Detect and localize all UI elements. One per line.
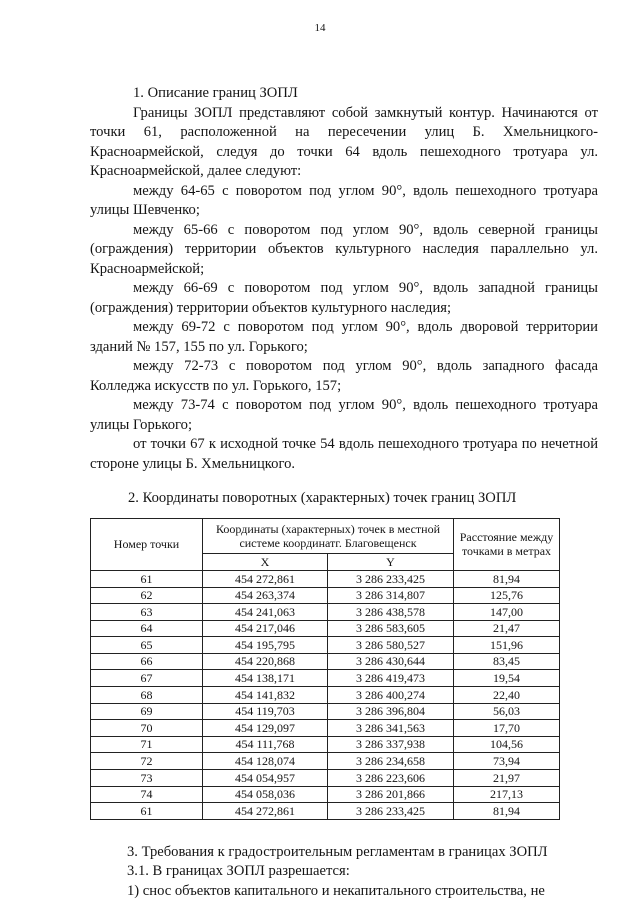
cell-y: 3 286 396,804	[328, 703, 454, 720]
boundary-paragraph: между 72-73 с поворотом под углом 90°, вдоль западного фасада Колледжа искусств по ул. Горького, 157;	[90, 358, 598, 394]
cell-point: 62	[91, 587, 203, 604]
cell-x: 454 263,374	[203, 587, 328, 604]
section-3-heading: 3. Требования к градостроительным регламентам в границах ЗОПЛ	[127, 843, 548, 860]
table-row	[91, 670, 560, 687]
cell-y: 3 286 337,938	[328, 736, 454, 753]
section-3-item-1: 1) снос объектов капитального и некапитального строительства, не	[127, 882, 545, 899]
cell-x: 454 111,768	[203, 736, 328, 753]
table-row	[91, 604, 560, 621]
cell-point: 63	[91, 604, 203, 621]
section-1-heading: 1. Описание границ ЗОПЛ	[133, 85, 298, 101]
cell-distance: 217,13	[454, 786, 560, 803]
cell-y: 3 286 419,473	[328, 670, 454, 687]
cell-y: 3 286 233,425	[328, 570, 454, 587]
cell-distance: 83,45	[454, 653, 560, 670]
page-number: 14	[314, 22, 326, 34]
table-row	[91, 720, 560, 737]
cell-point: 66	[91, 653, 203, 670]
cell-point: 69	[91, 703, 203, 720]
cell-point: 68	[91, 687, 203, 704]
header-y: Y	[328, 554, 454, 571]
boundary-paragraph: от точки 67 к исходной точке 54 вдоль пешеходного тротуара по нечетной стороне улицы Б. Хмельницкого.	[90, 436, 598, 472]
cell-distance: 81,94	[454, 570, 560, 587]
cell-point: 67	[91, 670, 203, 687]
boundary-paragraph: между 69-72 с поворотом под углом 90°, вдоль дворовой территории зданий № 157, 155 по ул. Горького;	[90, 319, 598, 355]
cell-distance: 22,40	[454, 687, 560, 704]
cell-distance: 19,54	[454, 670, 560, 687]
cell-x: 454 241,063	[203, 604, 328, 621]
cell-distance: 81,94	[454, 803, 560, 820]
cell-y: 3 286 201,866	[328, 786, 454, 803]
document-body	[90, 84, 598, 901]
cell-y: 3 286 580,527	[328, 637, 454, 654]
cell-point: 73	[91, 770, 203, 787]
cell-point: 64	[91, 620, 203, 637]
cell-distance: 21,47	[454, 620, 560, 637]
cell-y: 3 286 234,658	[328, 753, 454, 770]
cell-distance: 73,94	[454, 753, 560, 770]
cell-x: 454 058,036	[203, 786, 328, 803]
table-row	[91, 803, 560, 820]
header-coordinates: Координаты (характерных) точек в местной системе координатг. Благовещенск	[203, 518, 454, 554]
cell-y: 3 286 583,605	[328, 620, 454, 637]
cell-point: 61	[91, 570, 203, 587]
cell-x: 454 217,046	[203, 620, 328, 637]
cell-x: 454 138,171	[203, 670, 328, 687]
header-distance: Расстояние между точками в метрах	[454, 518, 560, 570]
section-3	[90, 843, 598, 902]
cell-point: 72	[91, 753, 203, 770]
cell-x: 454 141,832	[203, 687, 328, 704]
table-row	[91, 703, 560, 720]
header-point-number: Номер точки	[91, 518, 203, 570]
cell-point: 70	[91, 720, 203, 737]
cell-x: 454 272,861	[203, 570, 328, 587]
table-row	[91, 753, 560, 770]
cell-distance: 17,70	[454, 720, 560, 737]
cell-distance: 151,96	[454, 637, 560, 654]
table-row	[91, 570, 560, 587]
boundary-paragraph: между 64-65 с поворотом под углом 90°, вдоль пешеходного тротуара улицы Шевченко;	[90, 182, 598, 218]
cell-point: 71	[91, 736, 203, 753]
cell-distance: 104,56	[454, 736, 560, 753]
section-1-paragraphs	[90, 104, 598, 475]
coordinates-table-body	[91, 570, 560, 819]
table-row	[91, 736, 560, 753]
cell-y: 3 286 400,274	[328, 687, 454, 704]
cell-y: 3 286 223,606	[328, 770, 454, 787]
cell-distance: 125,76	[454, 587, 560, 604]
cell-point: 74	[91, 786, 203, 803]
cell-x: 454 195,795	[203, 637, 328, 654]
table-row	[91, 637, 560, 654]
cell-y: 3 286 314,807	[328, 587, 454, 604]
cell-y: 3 286 341,563	[328, 720, 454, 737]
table-row	[91, 770, 560, 787]
table-row	[91, 620, 560, 637]
cell-x: 454 129,097	[203, 720, 328, 737]
coordinates-table	[90, 518, 560, 820]
cell-x: 454 272,861	[203, 803, 328, 820]
section-2-heading: 2. Координаты поворотных (характерных) точек границ ЗОПЛ	[128, 490, 517, 506]
section-3-1-heading: 3.1. В границах ЗОПЛ разрешается:	[127, 863, 350, 880]
cell-distance: 147,00	[454, 604, 560, 621]
cell-distance: 56,03	[454, 703, 560, 720]
boundary-paragraph: между 65-66 с поворотом под углом 90°, вдоль северной границы (ограждения) территории объектов культурного наследия параллельно ул. Красноармейской;	[90, 221, 598, 277]
cell-point: 61	[91, 803, 203, 820]
cell-y: 3 286 438,578	[328, 604, 454, 621]
table-row	[91, 653, 560, 670]
cell-point: 65	[91, 637, 203, 654]
cell-y: 3 286 430,644	[328, 653, 454, 670]
cell-x: 454 054,957	[203, 770, 328, 787]
cell-x: 454 119,703	[203, 703, 328, 720]
cell-y: 3 286 233,425	[328, 803, 454, 820]
cell-x: 454 128,074	[203, 753, 328, 770]
boundary-paragraph: между 73-74 с поворотом под углом 90°, вдоль пешеходного тротуара улицы Горького;	[90, 397, 598, 433]
cell-x: 454 220,868	[203, 653, 328, 670]
table-row	[91, 786, 560, 803]
boundary-paragraph: Границы ЗОПЛ представляют собой замкнутый контур. Начинаются от точки 61, расположенной на пересечении улиц Б. Хмельницкого-Красноармейской, следуя до точки 64 вдоль пешеходного тротуара ул. Красноармейской, далее следуют:	[90, 104, 598, 179]
cell-distance: 21,97	[454, 770, 560, 787]
header-x: X	[203, 554, 328, 571]
table-row	[91, 687, 560, 704]
boundary-paragraph: между 66-69 с поворотом под углом 90°, вдоль западной границы (ограждения) территории объектов культурного наследия;	[90, 280, 598, 316]
table-row	[91, 587, 560, 604]
